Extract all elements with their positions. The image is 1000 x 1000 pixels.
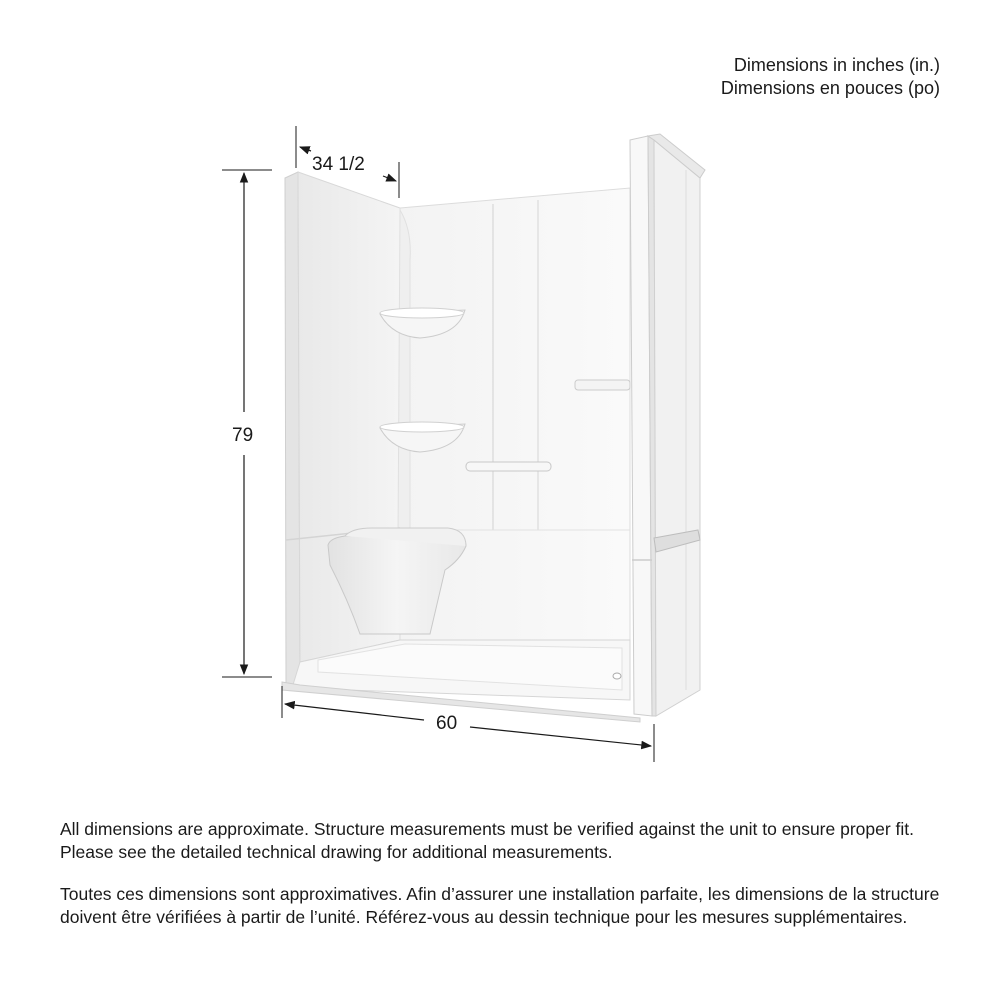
width-label: 60 xyxy=(436,713,458,734)
grab-bar xyxy=(466,462,551,471)
wall-shelf xyxy=(575,380,630,390)
disclaimer-notes xyxy=(60,818,950,948)
units-label-fr: Dimensions en pouces (po) xyxy=(720,78,940,98)
drain-icon xyxy=(613,673,621,679)
units-label-en: Dimensions in inches (in.) xyxy=(733,55,940,75)
height-label: 79 xyxy=(232,425,254,446)
disclaimer-en: All dimensions are approximate. Structure measurements must be verified against the unit to ensure proper fit. Please see the detailed technical drawing for additional measurements. xyxy=(60,819,915,862)
disclaimer-fr: Toutes ces dimensions sont approximatives. Afin d’assurer une installation parfaite, les dimensions de la structure doivent être vérifiées à partir de l’unité. Référez-vous au dessin technique pour les mesures supplémentaires. xyxy=(60,884,940,927)
shower-unit-illustration xyxy=(282,134,705,722)
depth-label: 34 1/2 xyxy=(312,154,365,175)
height-dimension xyxy=(222,170,272,677)
